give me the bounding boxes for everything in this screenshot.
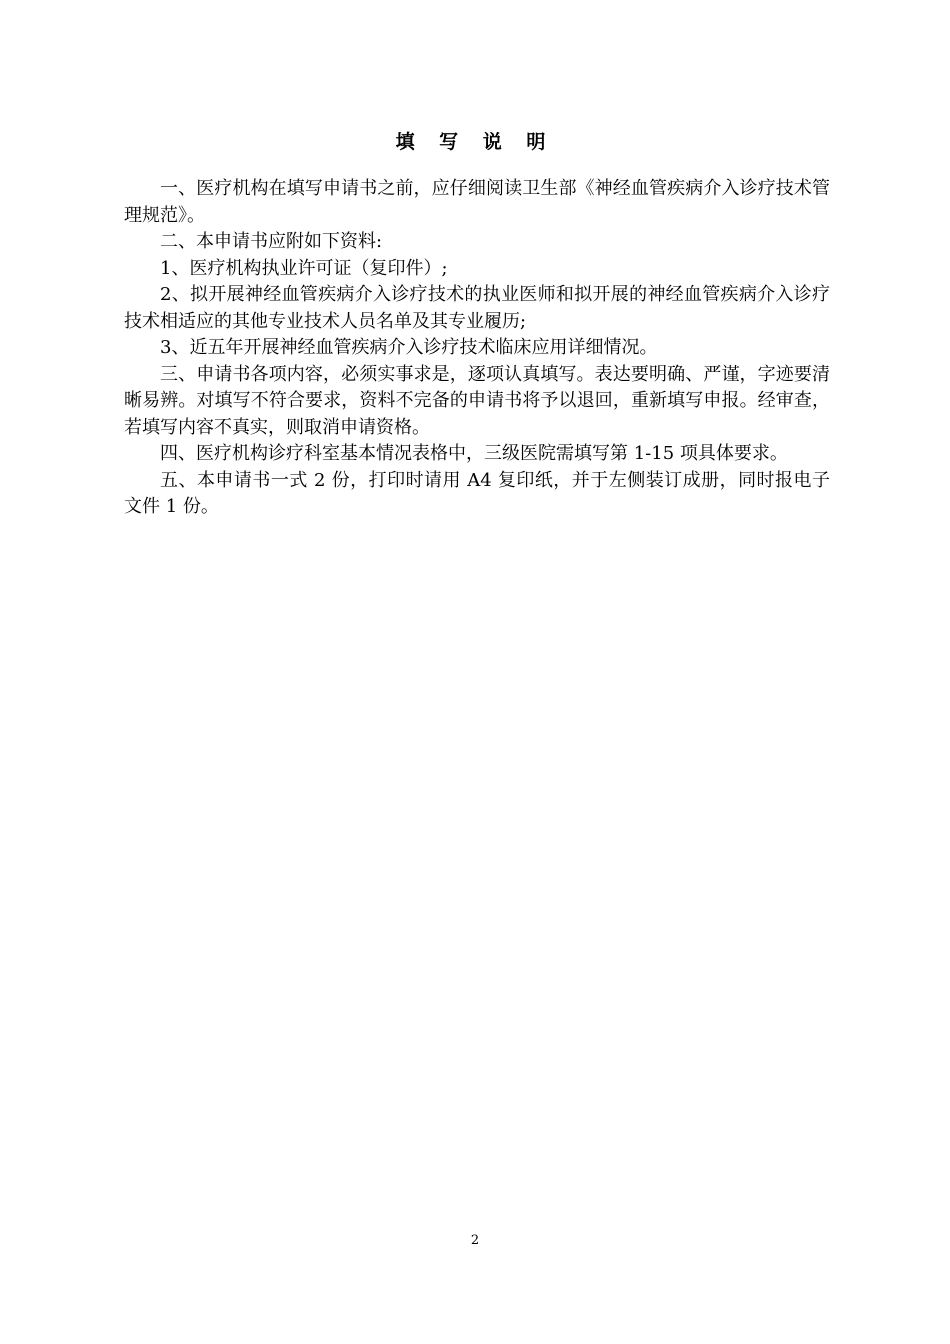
paragraph-5: 五、本申请书一式 2 份，打印时请用 A4 复印纸，并于左侧装订成册，同时报电子文件 1 份。 [124,469,830,517]
instructions-body [124,176,830,521]
page-number: 2 [470,1233,480,1248]
paragraph-3: 三、申请书各项内容，必须实事求是，逐项认真填写。表达要明确、严谨，字迹要清晰易辨。对填写不符合要求，资料不完备的申请书将予以退回，重新填写申报。经审查，若填写内容不真实，则取消申请资格。 [124,363,830,438]
paragraph-2-item-3: 3、近五年开展神经血管疾病介入诊疗技术临床应用详细情况。 [160,337,658,358]
paragraph-2: 二、本申请书应附如下资料: [160,231,383,252]
paragraph-1: 一、医疗机构在填写申请书之前，应仔细阅读卫生部《神经血管疾病介入诊疗技术管理规范》。 [124,178,830,226]
paragraph-2-item-1: 1、医疗机构执业许可证（复印件）; [160,257,448,279]
paragraph-2-item-2: 2、拟开展神经血管疾病介入诊疗技术的执业医师和拟开展的神经血管疾病介入诊疗技术相适应的其他专业技术人员名单及其专业履历; [124,284,830,332]
page-title: 填 写 说 明 [395,131,555,153]
paragraph-4: 四、医疗机构诊疗科室基本情况表格中，三级医院需填写第 1-15 项具体要求。 [160,443,788,464]
